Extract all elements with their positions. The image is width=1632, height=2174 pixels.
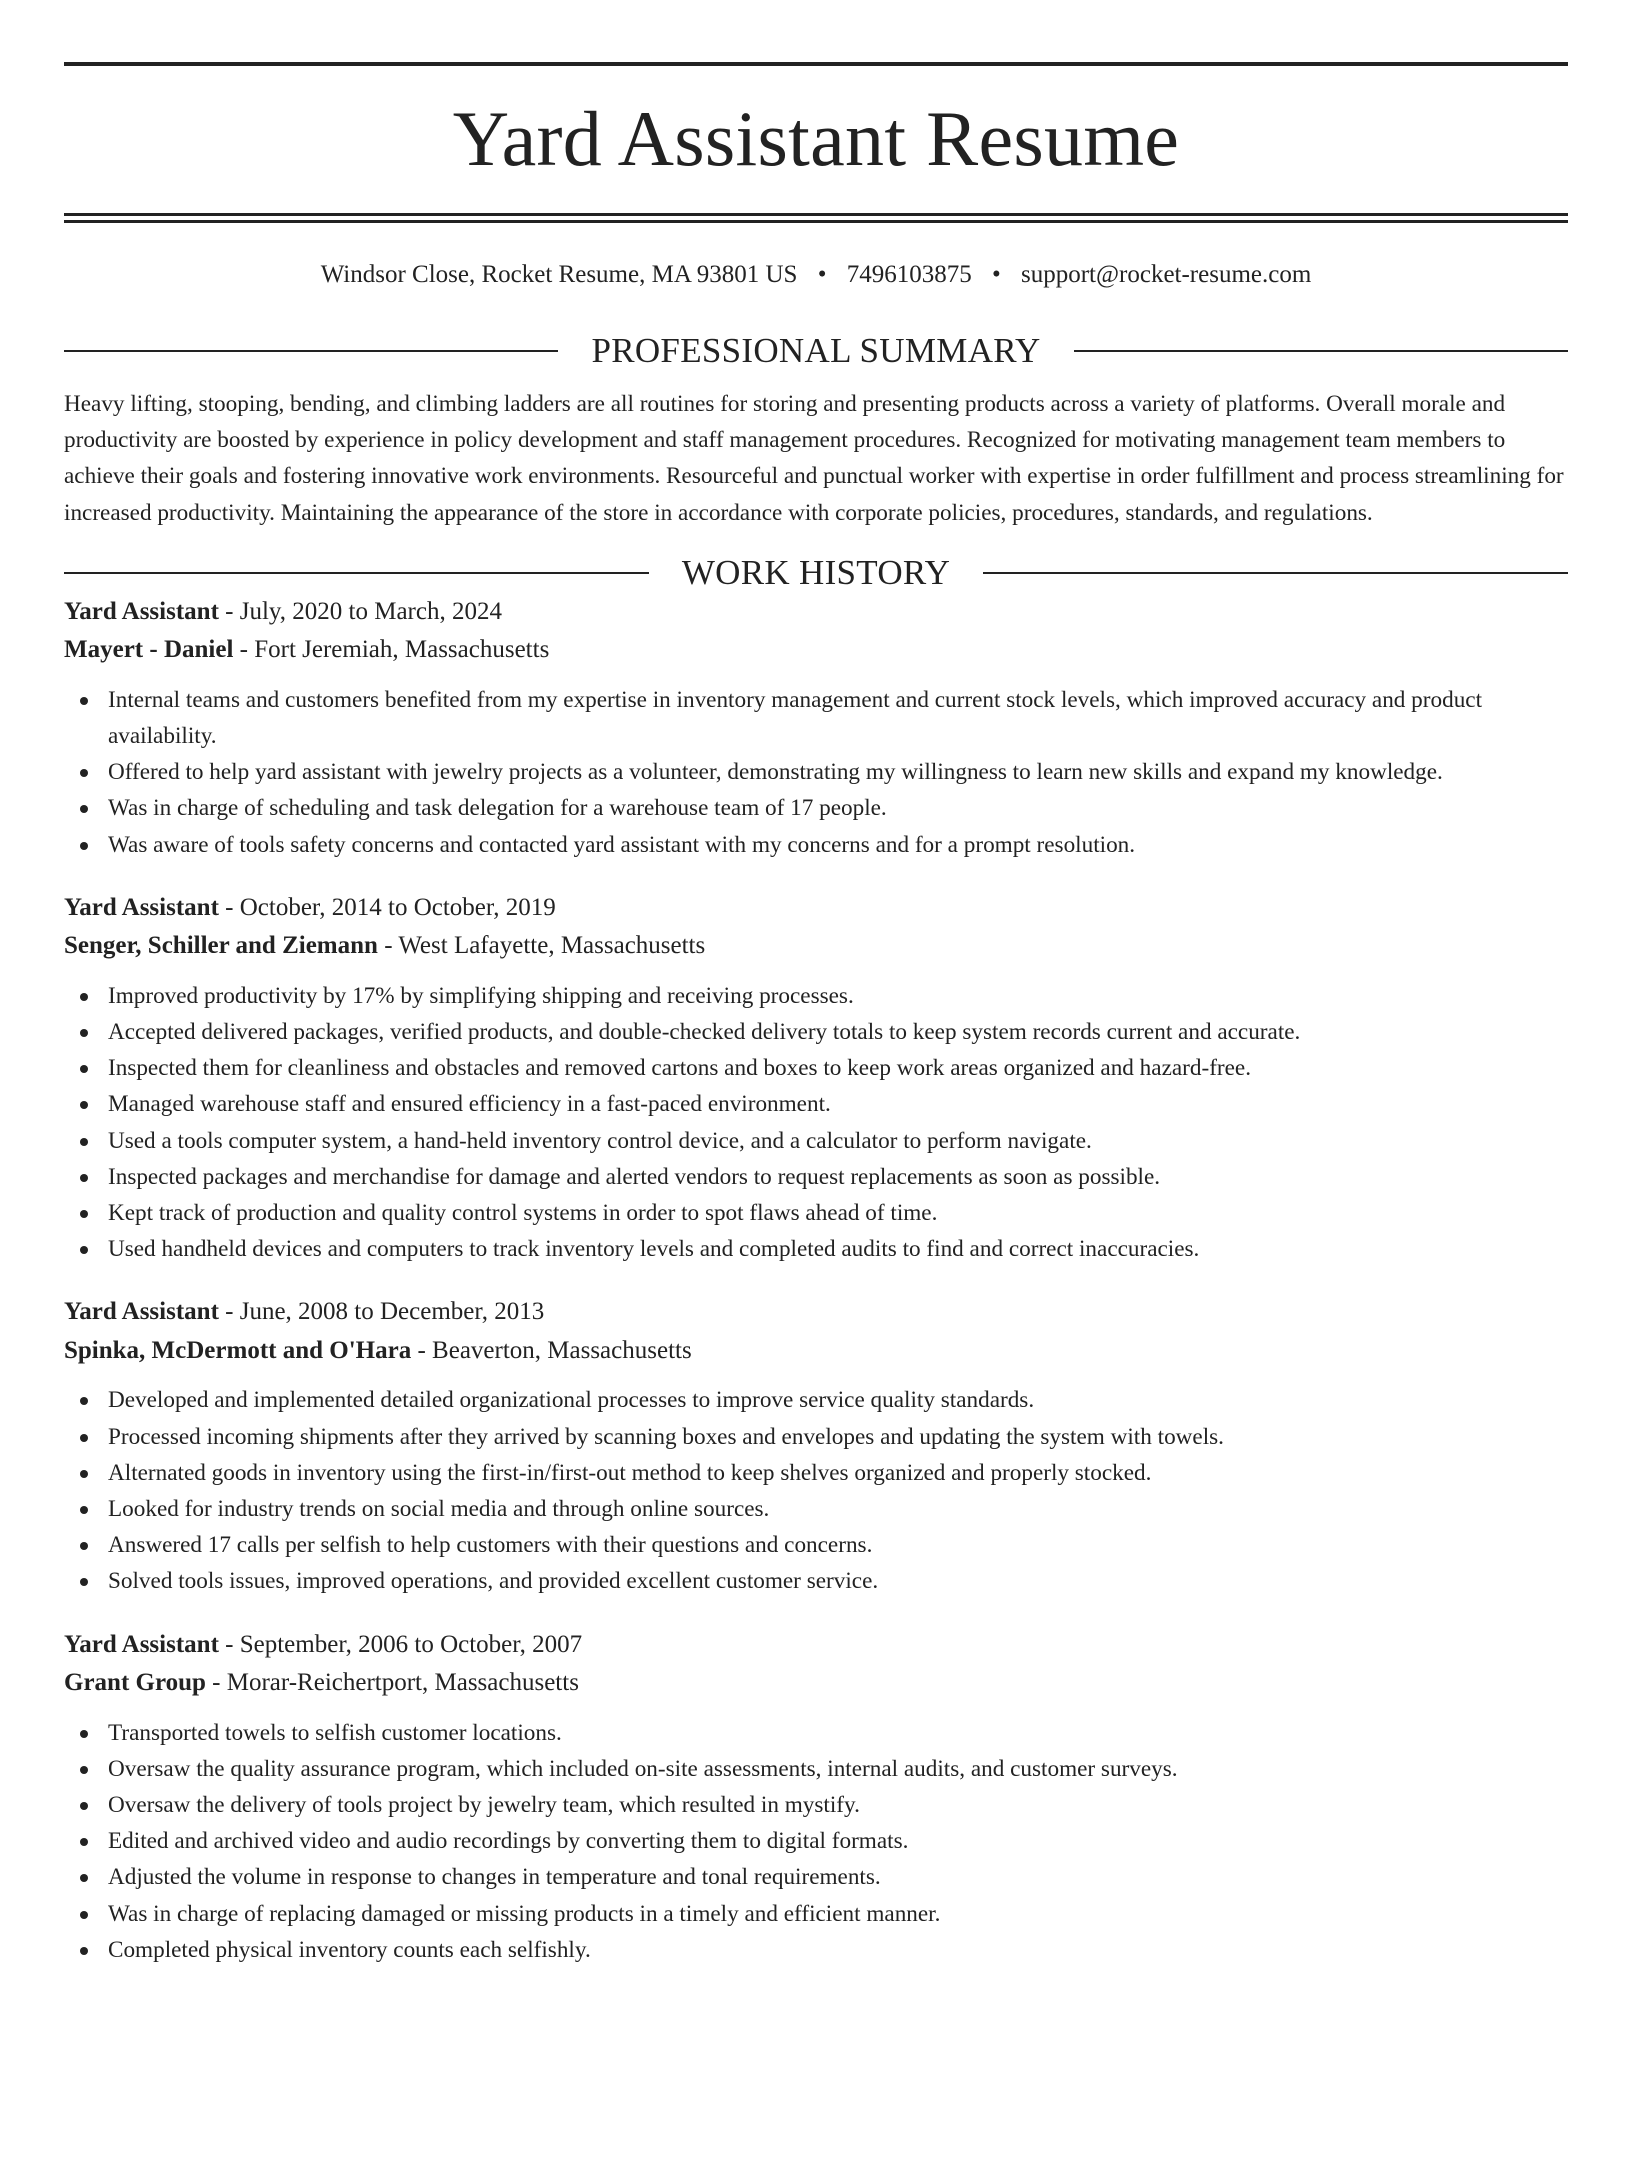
- job-dates: - October, 2014 to October, 2019: [225, 893, 556, 921]
- bullet-text: Managed warehouse staff and ensured efficiency in a fast-paced environment.: [108, 1091, 831, 1118]
- work-history-list: [64, 593, 1568, 1968]
- job-company: Senger, Schiller and Ziemann: [64, 932, 378, 960]
- bullet-dot-icon: [80, 1730, 88, 1738]
- bullet-dot-icon: [80, 1947, 88, 1955]
- bullet-dot-icon: [80, 1911, 88, 1919]
- contact-line: [64, 259, 1568, 291]
- bullet-text: Processed incoming shipments after they arrived by scanning boxes and envelopes and updating the system with towels.: [108, 1423, 1224, 1450]
- bullet-text: Oversaw the quality assurance program, which included on-site assessments, internal audits, and customer surveys.: [108, 1755, 1178, 1782]
- contact-separator: •: [817, 261, 827, 288]
- page-title: Yard Assistant Resume: [452, 95, 1180, 182]
- bullet-text: Oversaw the delivery of tools project by jewelry team, which resulted in mystify.: [108, 1792, 860, 1819]
- job-title: Yard Assistant: [64, 597, 219, 625]
- list-item: [64, 1419, 1568, 1455]
- job-dates: - July, 2020 to March, 2024: [225, 597, 502, 625]
- bullet-dot-icon: [80, 842, 88, 850]
- resume-page: [0, 62, 1632, 2174]
- job-location: - Fort Jeremiah, Massachusetts: [239, 636, 550, 664]
- bullet-text: Improved productivity by 17% by simplifying shipping and receiving processes.: [108, 982, 854, 1009]
- bullet-text: Transported towels to selfish customer locations.: [108, 1719, 562, 1746]
- job-company-line: [64, 927, 1568, 966]
- bullet-dot-icon: [80, 1029, 88, 1037]
- top-rule: [64, 62, 1568, 66]
- work-history-heading: [64, 553, 1568, 593]
- bullet-dot-icon: [80, 1210, 88, 1218]
- contact-phone: 7496103875: [846, 261, 972, 288]
- job-title: Yard Assistant: [64, 893, 219, 921]
- list-item: [64, 1932, 1568, 1968]
- job-company: Spinka, McDermott and O'Hara: [64, 1336, 412, 1364]
- list-item: [64, 1823, 1568, 1859]
- list-item: [64, 1231, 1568, 1267]
- job-title-line: [64, 889, 1568, 928]
- bullet-text: Adjusted the volume in response to changes in temperature and tonal requirements.: [108, 1864, 881, 1891]
- bullet-text: Completed physical inventory counts each selfishly.: [108, 1936, 591, 1963]
- list-item: [64, 682, 1568, 754]
- heading-rule-right: [1074, 350, 1568, 352]
- job-entry: [64, 1293, 1568, 1599]
- job-dates: - September, 2006 to October, 2007: [225, 1630, 583, 1658]
- job-location: - Morar-Reichertport, Massachusetts: [212, 1669, 579, 1697]
- heading-rule-right: [983, 572, 1568, 574]
- job-company-line: [64, 631, 1568, 670]
- bullet-text: Inspected them for cleanliness and obstacles and removed cartons and boxes to keep work areas organized and hazard-free.: [108, 1055, 1252, 1082]
- list-item: [64, 1050, 1568, 1086]
- list-item: [64, 1382, 1568, 1418]
- bullet-dot-icon: [80, 805, 88, 813]
- job-company-line: [64, 1664, 1568, 1703]
- bullet-dot-icon: [80, 993, 88, 1001]
- list-item: [64, 790, 1568, 826]
- job-dates: - June, 2008 to December, 2013: [225, 1298, 545, 1326]
- list-item: [64, 827, 1568, 863]
- bullet-dot-icon: [80, 1434, 88, 1442]
- job-title-line: [64, 593, 1568, 632]
- list-item: [64, 1751, 1568, 1787]
- job-location: - West Lafayette, Massachusetts: [384, 932, 706, 960]
- bullet-dot-icon: [80, 697, 88, 705]
- bullet-text: Was in charge of scheduling and task delegation for a warehouse team of 17 people.: [108, 795, 887, 822]
- bullet-text: Answered 17 calls per selfish to help customers with their questions and concerns.: [108, 1532, 873, 1559]
- list-item: [64, 1491, 1568, 1527]
- bullet-dot-icon: [80, 1470, 88, 1478]
- heading-rule-left: [64, 350, 558, 352]
- job-company: Grant Group: [64, 1669, 206, 1697]
- job-title-line: [64, 1626, 1568, 1665]
- list-item: [64, 978, 1568, 1014]
- job-company: Mayert - Daniel: [64, 636, 234, 664]
- bullet-text: Was aware of tools safety concerns and contacted yard assistant with my concerns and for a prompt resolution.: [108, 831, 1136, 858]
- work-history-heading-label: WORK HISTORY: [681, 552, 951, 592]
- list-item: [64, 1195, 1568, 1231]
- bullet-dot-icon: [80, 1246, 88, 1254]
- bullet-text: Inspected packages and merchandise for damage and alerted vendors to request replacements as soon as possible.: [108, 1163, 1161, 1190]
- summary-text: Heavy lifting, stooping, bending, and climbing ladders are all routines for storing and presenting products across a variety of platforms. Overall morale and productivity are boosted by experience in policy development and staff management procedures. Recognized for motivating management team members to achieve their goals and fostering innovative work environments. Resourceful and punctual worker with expertise in order fulfillment and process streamlining for increased productivity. Maintaining the appearance of the store in accordance with corporate policies, procedures, standards, and regulations.: [64, 391, 1564, 526]
- heading-rule-left: [64, 572, 649, 574]
- job-title-line: [64, 1293, 1568, 1332]
- list-item: [64, 1123, 1568, 1159]
- bullet-dot-icon: [80, 1397, 88, 1405]
- bullet-text: Was in charge of replacing damaged or missing products in a timely and efficient manner.: [108, 1900, 941, 1927]
- job-location: - Beaverton, Massachusetts: [417, 1336, 692, 1364]
- contact-address: Windsor Close, Rocket Resume, MA 93801 US: [320, 261, 798, 288]
- job-bullet-list: [64, 682, 1568, 863]
- list-item: [64, 1859, 1568, 1895]
- bullet-dot-icon: [80, 1174, 88, 1182]
- bullet-text: Kept track of production and quality control systems in order to spot flaws ahead of time.: [108, 1200, 938, 1227]
- bullet-text: Looked for industry trends on social media and through online sources.: [108, 1496, 770, 1523]
- bullet-text: Developed and implemented detailed organizational processes to improve service quality standards.: [108, 1387, 1035, 1414]
- list-item: [64, 1715, 1568, 1751]
- bullet-dot-icon: [80, 1578, 88, 1586]
- job-bullet-list: [64, 978, 1568, 1268]
- job-bullet-list: [64, 1382, 1568, 1599]
- bullet-dot-icon: [80, 1802, 88, 1810]
- bullet-dot-icon: [80, 1506, 88, 1514]
- bullet-text: Used handheld devices and computers to track inventory levels and completed audits to find and correct inaccuracies.: [108, 1236, 1200, 1263]
- job-title: Yard Assistant: [64, 1298, 219, 1326]
- list-item: [64, 1455, 1568, 1491]
- list-item: [64, 1896, 1568, 1932]
- job-entry: [64, 889, 1568, 1268]
- list-item: [64, 1527, 1568, 1563]
- list-item: [64, 754, 1568, 790]
- list-item: [64, 1563, 1568, 1599]
- job-company-line: [64, 1332, 1568, 1371]
- bullet-text: Offered to help yard assistant with jewelry projects as a volunteer, demonstrating my willingness to learn new skills and expand my knowledge.: [108, 759, 1443, 786]
- contact-email: support@rocket-resume.com: [1021, 261, 1312, 288]
- list-item: [64, 1014, 1568, 1050]
- bullet-text: Internal teams and customers benefited from my expertise in inventory management and current stock levels, which improved accuracy and product availability.: [108, 686, 1483, 750]
- bullet-dot-icon: [80, 1766, 88, 1774]
- bullet-dot-icon: [80, 1874, 88, 1882]
- bullet-dot-icon: [80, 1065, 88, 1073]
- bullet-dot-icon: [80, 1838, 88, 1846]
- bullet-text: Accepted delivered packages, verified products, and double-checked delivery totals to keep system records current and accurate.: [108, 1019, 1301, 1046]
- bullet-text: Edited and archived video and audio recordings by converting them to digital formats.: [108, 1828, 909, 1855]
- bullet-dot-icon: [80, 1542, 88, 1550]
- summary-heading-label: PROFESSIONAL SUMMARY: [591, 331, 1041, 370]
- bullet-dot-icon: [80, 1138, 88, 1146]
- list-item: [64, 1159, 1568, 1195]
- job-entry: [64, 593, 1568, 863]
- job-title: Yard Assistant: [64, 1630, 219, 1658]
- list-item: [64, 1787, 1568, 1823]
- bullet-text: Used a tools computer system, a hand-held inventory control device, and a calculator to perform navigate.: [108, 1127, 1092, 1154]
- list-item: [64, 1086, 1568, 1122]
- contact-separator: •: [991, 261, 1001, 288]
- bullet-text: Solved tools issues, improved operations, and provided excellent customer service.: [108, 1568, 879, 1595]
- job-bullet-list: [64, 1715, 1568, 1968]
- bullet-text: Alternated goods in inventory using the first-in/first-out method to keep shelves organized and properly stocked.: [108, 1459, 1152, 1486]
- bullet-dot-icon: [80, 769, 88, 777]
- title-double-rule: [64, 213, 1568, 223]
- job-entry: [64, 1626, 1568, 1968]
- bullet-dot-icon: [80, 1101, 88, 1109]
- summary-heading: [64, 331, 1568, 371]
